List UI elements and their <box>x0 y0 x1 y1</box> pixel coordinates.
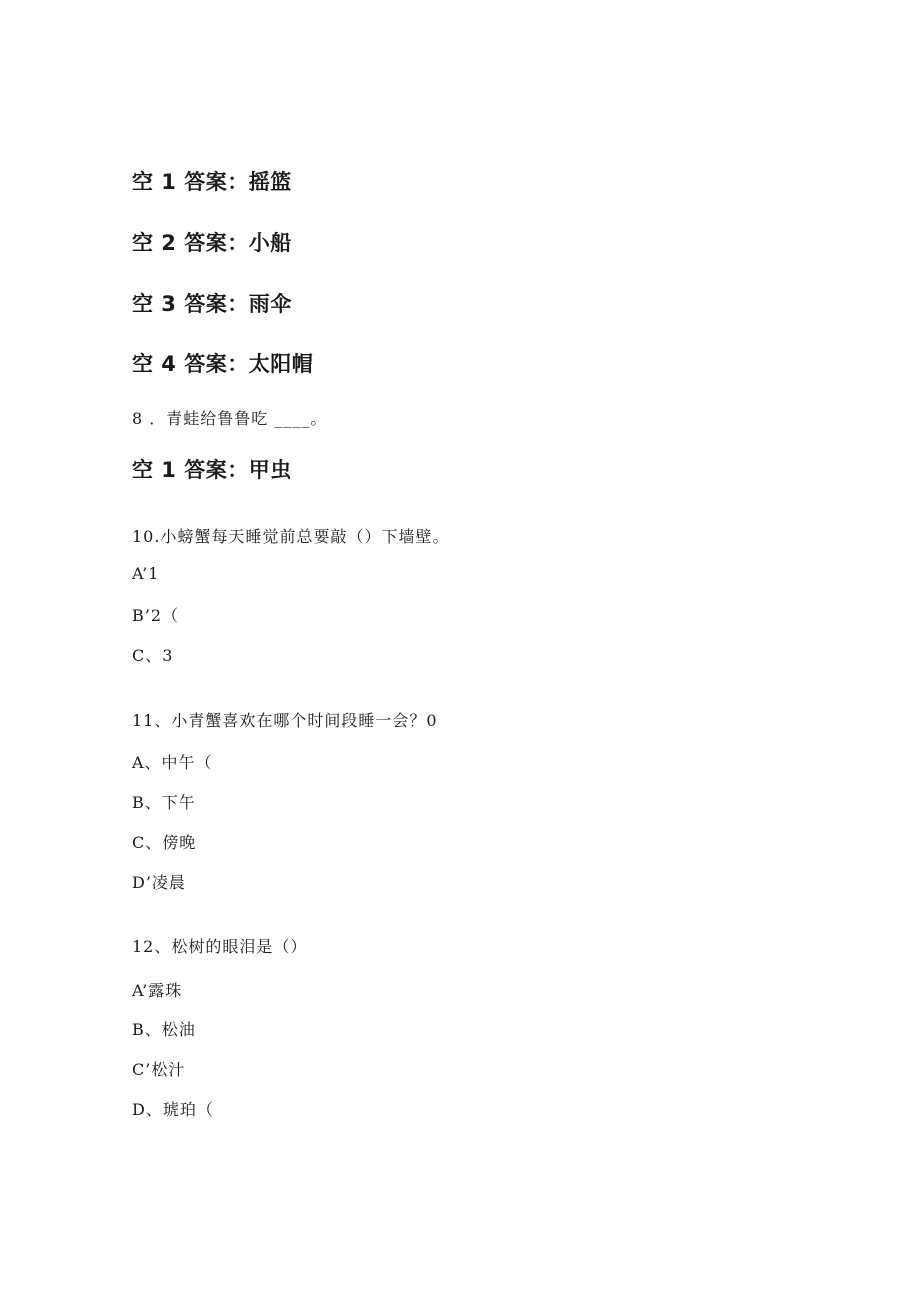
question-12-option-b: B、松油 <box>132 1020 196 1039</box>
question-12-option-d: D、琥珀（ <box>132 1100 214 1119</box>
question-12-option-c: C’松汁 <box>132 1060 186 1079</box>
question-10-option-b: B’2（ <box>132 606 180 625</box>
question-11-option-c: C、傍晚 <box>132 833 197 852</box>
question-8: 8 ．青蛙给鲁鲁吃 ____。 <box>132 409 328 428</box>
answer-blank-2: 空 2 答案：小船 <box>132 231 292 255</box>
answer-blank-4: 空 4 答案：太阳帽 <box>132 352 314 376</box>
question-11-option-a: A、中午（ <box>132 753 213 772</box>
question-10: 10.小螃蟹每天睡觉前总要敲（）下墙壁。 <box>132 527 450 546</box>
question-11-option-b: B、下午 <box>132 793 196 812</box>
question-10-option-a: A’1 <box>132 564 160 583</box>
answer-blank-1: 空 1 答案：摇篮 <box>132 170 292 194</box>
question-12: 12、松树的眼泪是（） <box>132 937 308 956</box>
question-10-option-c: C、3 <box>132 646 174 665</box>
question-8-answer: 空 1 答案：甲虫 <box>132 458 292 482</box>
question-12-option-a: A’露珠 <box>132 981 183 1000</box>
answer-blank-3: 空 3 答案：雨伞 <box>132 292 292 316</box>
question-11-option-d: D’凌晨 <box>132 873 186 892</box>
question-11: 11、小青蟹喜欢在哪个时间段睡一会？0 <box>132 711 438 730</box>
